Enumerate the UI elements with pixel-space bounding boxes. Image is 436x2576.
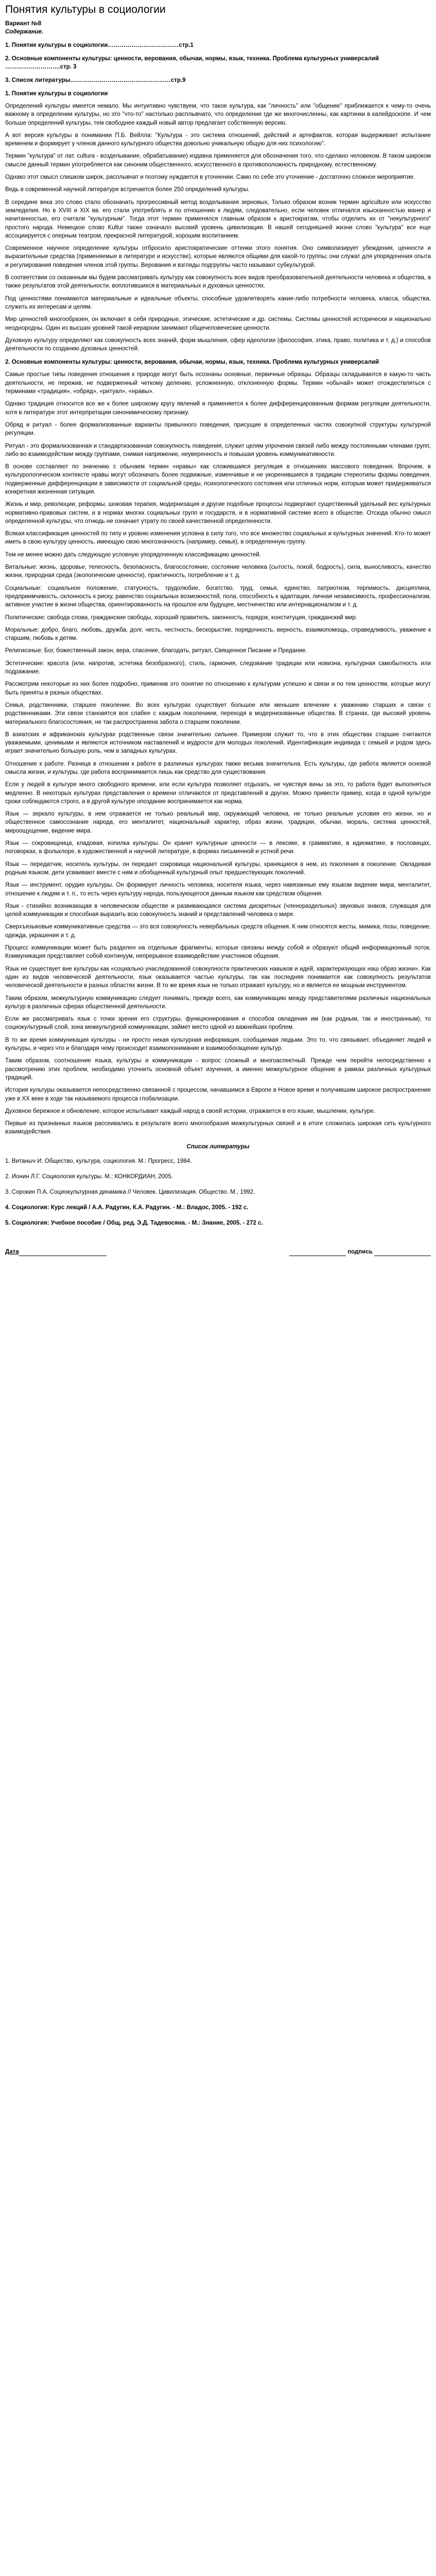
- paragraph: Всякая классификация ценностей по типу и уровню изменения условна в силу того, что все множество социальных и культурных значений. Кто-то может иметь в свою культуру ценность, имеющую свою многозначность (например, семья), в определенную группу.: [5, 531, 431, 546]
- paragraph: В азиатских и африканских культурах родственные связи значительно сильнее. Примером служит то, что в этих обществах старшие считаются уважаемыми, ценимыми и являются источником наставлений и мудрости для молодых поколений. Идентификация индивида с семьей и родом здесь играет значительно большую роль, чем в западных культурах.: [5, 731, 431, 755]
- paragraph: Современное научное определение культуры отбросило аристократические оттенки этого понятия. Оно символизирует убеждения, ценности и выразительные средства (применяемые в литературе и искусстве), которые являются общими для какой-то группы; они служат для упорядочения опыта и регулирования поведения членов этой группы. Верования и взгляды подгруппы часто называют субкультурой.: [5, 245, 431, 268]
- document-page: [0, 0, 436, 1266]
- document-title: Понятия культуры в социологии: [5, 4, 166, 15]
- paragraph: Ведь в современной научной литературе встречается более 250 определений культуры.: [5, 187, 250, 193]
- literature-item: 1. Витаныч И. Общество, культура, социология. М.: Прогресс, 1984.: [5, 1158, 192, 1164]
- paragraph: Политические: свобода слова, гражданские свободы, хороший правитель, законность, порядок, конституция, гражданский мир.: [5, 614, 357, 621]
- literature-item: 2. Ионин Л.Г. Социология культуры. М.: КОНКОРДИАН, 2005.: [5, 1173, 173, 1180]
- toc-item: 2. Основные компоненты культуры: ценности, верования, обычаи, нормы, язык, техника. Проблема культурных универсалий ……………………….стр. 3: [5, 56, 379, 70]
- paragraph: Отношение к работе. Разница в отношении к работе в различных культурах также весьма значительна. Есть культуры, где работа является основой смысла жизни, и культуры, где работа воспринимается лишь как средство для существования.: [5, 760, 431, 775]
- paragraph: Однако этот смысл слишком широк, расплывчат и поэтому нуждается в уточнении. Само по себе это уточнение - достаточно сложное мероприятие.: [5, 174, 415, 181]
- section-2-heading: 2. Основные компоненты культуры: ценности, верования, обычаи, нормы, язык, техника. Проблема культурных универсалий: [5, 359, 379, 366]
- paragraph: Процесс коммуникации может быть разделен на отдельные фрагменты, которые связаны между собой и образуют общий информационный поток. Коммуникация представляет собой континуум, непрерывное взаимодействие участников общения.: [5, 945, 431, 960]
- paragraph: Язык — инструмент, орудие культуры. Он формирует личность человека, носителя языка, через навязанные ему языком видение мира, менталитет, отношение к людям и т. п., то есть через культуру народа, пользующегося данным языком как средством общения.: [5, 882, 431, 897]
- paragraph: Тем не менее можно дать следующую условную упорядоченную классификацию ценностей.: [5, 551, 261, 558]
- paragraph: Рассмотрим некоторые из них более подробно, применив это понятие по отношению к культурам успешно и связи и по тем ценностям, которые могут быть приняты в разных обществах.: [5, 681, 431, 696]
- signature-line-left: [289, 1249, 346, 1256]
- date-line: [19, 1249, 107, 1256]
- paragraph: Социальные: социальное положение, статусность, трудолюбие, богатство, труд, семья, единство, патриотизм, терпимость, дисциплина, предприимчивость, склонность к риску, равенство социальных возможностей, пола, способность к адаптации, личная независимость, профессионализм, активное участие в жизни общества, ориентированность на прошлое или будущее, местничество или интернационализм и т. д.: [5, 585, 431, 608]
- paragraph: Мир ценностей многообразен, он включает в себя природные, этические, эстетические и др. системы. Системы ценностей исторически и национально неоднородны. Один из высших уровней такой иерархии занимают общечеловеческие ценности.: [5, 316, 431, 331]
- paragraph: Язык — сокровищница, кладовая, копилка культуры. Он хранит культурные ценности — в лексике, в грамматике, в идиоматике, в пословицах, поговорках, в фольклоре, в художественной и научной литературе, в формах письменной и устной речи.: [5, 840, 431, 855]
- literature-item: 3. Сорокин П.А. Социокультурная динамика // Человек. Цивилизация. Общество. М., 1992.: [5, 1189, 255, 1195]
- paragraph: История культуры оказывается непосредственно связанной с процессом, начавшимся в Европе в Новое время и получившим широкое распространение уже в XX веке в ходе так называемого процесса глобализации.: [5, 1087, 431, 1102]
- paragraph: Духовную культуру определяют как совокупность всех знаний, форм мышления, сфер идеологии (философия, этика, право, политика и т. д.) и способов деятельности по созданию духовных ценностей.: [5, 337, 431, 352]
- literature-heading: Список литературы: [186, 1143, 250, 1150]
- paragraph: Если же рассматривать язык с точки зрения его структуры, функционирования и способов овладения им (как родным, так и иностранным), то социокультурный слой, зона межкультурной коммуникации, займет место одной из важнейших проблем.: [5, 1016, 431, 1031]
- paragraph: Таким образом, межкультурную коммуникацию следует понимать, прежде всего, как коммуникацию между представителями различных национальных культур в различных сферах общественной деятельности.: [5, 995, 431, 1010]
- contents-heading: Содержание.: [5, 29, 44, 35]
- paragraph: В основе составляют по значению с обычаем термин «нравы» как сложившаяся регуляция в отношениях массового поведения. Впрочем, в культурологическом контексте нравы могут обозначать более подвижные, изменчивые и не укоренившиеся в традиции стереотипы формы поведения, подверженные дифференциации в зависимости от социальной среды, психологического состояния или отличных норм, которым может придерживаться конкретная жизненная ситуация.: [5, 464, 431, 495]
- section-1-body: [5, 102, 431, 353]
- paragraph: Таким образом, соотношение языка, культуры и коммуникации - вопрос сложный и многоаспектный. Прежде чем перейти непосредственно к рассмотрению этих проблем, необходимо уточнить основной объект изучения, а именно межкультурное общение в рамках различных культурных традиций.: [5, 1058, 431, 1081]
- paragraph: В соответствии со сказанным мы будем рассматривать культуру как совокупность всех видов преобразовательной деятельности человека и общества, а также результатов этой деятельности, воплотившихся в материальных и духовных ценностях.: [5, 275, 431, 290]
- paragraph: Язык - стихийно возникающая в человеческом обществе и развивающаяся система дискретных (членораздельных) звуковых знаков, служащая для целей коммуникации и способная выразить всю совокупность знаний и представлений человека о мире.: [5, 903, 431, 918]
- signature-block: [5, 1248, 431, 1256]
- paragraph: Эстетические: красота (или, напротив, эстетика безобразного), стиль, гармония, следование традиции или новизна, культурная самобытность или подражание.: [5, 660, 431, 675]
- paragraph: Моральные: добро, благо, любовь, дружба, долг, честь, честность, бескорыстие, порядочность, верность, взаимопомощь, справедливость, уважение к старшим, любовь к детям.: [5, 626, 431, 642]
- paragraph: Витальные: жизнь, здоровье, телесность, безопасность, благосостояние, состояние человека (сытость, покой, бодрость), сила, выносливость, качество жизни, природная среда (экологические ценности), практичность, потребление и т. д.: [5, 564, 431, 579]
- paragraph: Религиозные: Бог, божественный закон, вера, спасение, благодать, ритуал, Священное Писание и Предание.: [5, 648, 307, 654]
- paragraph: Семья, родственники, старшее поколение. Во всех культурах существует большое или меньшее влечение к уважению старших и связи с родственниками. Эти связи становятся все слабее с каждым поколением, переходя в модернизованные общества. В странах, где высокий уровень материального благосостояния, не так распространена забота о старшем поколении.: [5, 702, 431, 725]
- section-2-body: [5, 370, 431, 1136]
- paragraph: Жизнь и мир, революции, реформы, шоковая терапия, модернизация и другие подобные процессы подвергают существенный удельный вес культурных нормативно-правовых систем, и в нормах многих социальных групп и государств, и в нормативной системе всего в обществе. Отсюда обычно смысл определенной культуры, что отнюдь не означает утрату по своей качественной определенности.: [5, 501, 431, 524]
- date-label: Дата: [5, 1248, 19, 1255]
- date-field: [5, 1248, 107, 1256]
- literature-list: [5, 1157, 431, 1227]
- paragraph: В середине века это слово стало обозначать прогрессивный метод возделывания зерновых, Только образом возник термин agriculture или искусство земледелия. Но в XVIII и XIX вв. его стали употреблять и по отношению к людям, следовательно, если человек отличался изысканностью манер и начитанностью, его считали "культурным". Тогда этот термин применялся главным образом к аристократам, чтобы отделить их от "некультурного" простого народа. Немецкое слово Kultur также означало высокий уровень цивилизации. В нашей сегодняшней жизни слово "культура" все еще ассоциируется с оперным театром, прекрасной литературой, хорошим воспитанием.: [5, 199, 431, 239]
- paragraph: А вот версия культуры в понимании П.Б. Вейлла: "Культура - это система отношений, действий и артефактов, которая выдерживает испытание временем и формирует у членов данного культурного общества довольно уникальную общую для них психологию".: [5, 132, 431, 147]
- paragraph: Если у людей в культуре много свободного времени, или если культура позволяет отдыхать, не чувствуя вины за это, то работа будет выполняться медленно. В некоторых культурах представления о времени отличаются от представлений в других. Можно привести пример, когда в одной культуре сроки соблюдаются строго, а в другой культуре опоздание воспринимается как норма.: [5, 782, 431, 805]
- signature-field: [289, 1248, 431, 1256]
- paragraph: Однако традиция относится все же к более широкому кругу явлений и применяется к более дифференцированным формам регуляции деятельности, хотя в литературе этот интерпретации синонимическому признаку.: [5, 401, 431, 416]
- paragraph: Под ценностями понимаются материальные и идеальные объекты, способные удовлетворять какие-либо потребности человека, класса, общества, служить их интересам и целям.: [5, 295, 431, 310]
- signature-label: подпись: [347, 1248, 373, 1255]
- literature-item: 5. Социология: Учебное пособие / Общ. ред. Э.Д. Тадевосяна. - М.: Знание, 2005. - 272 с.: [5, 1219, 263, 1226]
- signature-line-right: [374, 1249, 431, 1256]
- paragraph: Язык — передатчик, носитель культуры, он передает сокровища национальной культуры, хранящиеся в нем, из поколения в поколение. Овладевая родным языком, дети усваивают вместе с ним и обобщенный культурный опыт предшествующих поколений.: [5, 861, 431, 876]
- paragraph: Обряд и ритуал - более формализованные варианты привычного поведения, присущие в определенных частях совокупной структуры культурной регуляции.: [5, 421, 431, 437]
- literature-item: 4. Социология: Курс лекций / А.А. Радугин, К.А. Радугин. - М.: Владос, 2005. - 192 с.: [5, 1204, 249, 1211]
- paragraph: Определений культуры имеется немало. Мы интуитивно чувствуем, что такое культура, как "личность" или "общение" приближается к чему-то очень важному в определении культуры, но это "что-то" настолько расплывчато, что определение где же многочисленны, как картинки в калейдоскопе. И чем больше определений культуры, тем свободнее каждый новый автор предлагает собственную версию.: [5, 103, 431, 126]
- paragraph: В то же время коммуникация культуры - не просто некая культурная информация, сообщаемая людьми. Это то, что связывает, объединяет людей и культуры, и через что и благодаря чему происходит взаимопонимание и взаимообогащение культур.: [5, 1037, 431, 1052]
- section-1-heading: 1. Понятие культуры в социологии: [5, 91, 108, 97]
- paragraph: Язык — зеркало культуры, в нем отражается не только реальный мир, окружающий человека, не только реальные условия его жизни, но и общественное самосознание народа, его менталитет, национальный характер, образ жизни, традиции, обычаи, мораль, система ценностей, мироощущение, видение мира.: [5, 811, 431, 834]
- toc-item: 3. Список литературы……………………………………………стр.9: [5, 77, 186, 83]
- paragraph: Термин "культура" от лат. cultura - возделывание, обрабатывание) издавна применяется для обозначения того, что сделано человеком. В таком широком смысле данный термин употребляется как синоним общественного, искусственного в противоположность природному, естественному.: [5, 153, 431, 168]
- paragraph: Духовное бережное и обновление, которое испытывает каждый народ в своей истории, отражается в его языке, мышлении, культуре.: [5, 1108, 375, 1114]
- paragraph: Первые из признанных языков рассеивались в результате всего многообразия межкультурных связей и в итоге сложилась широкая сеть культурного взаимодействия.: [5, 1121, 431, 1136]
- table-of-contents: [5, 41, 431, 84]
- toc-item: 1. Понятие культуры в социологии………………………………стр.1: [5, 42, 194, 48]
- paragraph: Сверхъязыковые коммуникативные средства — это вся совокупность невербальных средств общения. К ним относятся жесты, мимика, позы, поведение, одежда, украшения и т. д.: [5, 924, 431, 939]
- variant-label: Вариант №8: [5, 21, 42, 27]
- paragraph: Язык не существует вне культуры как «социально унаследованной совокупности практических навыков и идей, характеризующих наш образ жизни». Как один из видов человеческой деятельности, язык оказывается частью культуры, так как последняя понимается как совокупность результатов человеческой деятельности в разных областях жизни. В то же время язык не только отражает культуру, но и является ее мощным инструментом.: [5, 965, 431, 989]
- paragraph: Самые простые типы поведения отношения к природе могут быть осознаны основные, первичные образцы. Образцы складываются в какую-то часть деятельности, не пережив, не подверженный четкому делению, усложненную, отклоненную формы. Термин «обычай» может отождествляться с терминами «традиция», «обряд», «ритуал», «нравы».: [5, 371, 431, 395]
- paragraph: Ритуал - это формализованная и стандартизованная совокупность поведения, служит целям упрочения связей либо между постоянными членами групп, либо во взаимодействии между группами, снимая напряжение, неуверенность и повышая уровень коммуникативности.: [5, 443, 431, 457]
